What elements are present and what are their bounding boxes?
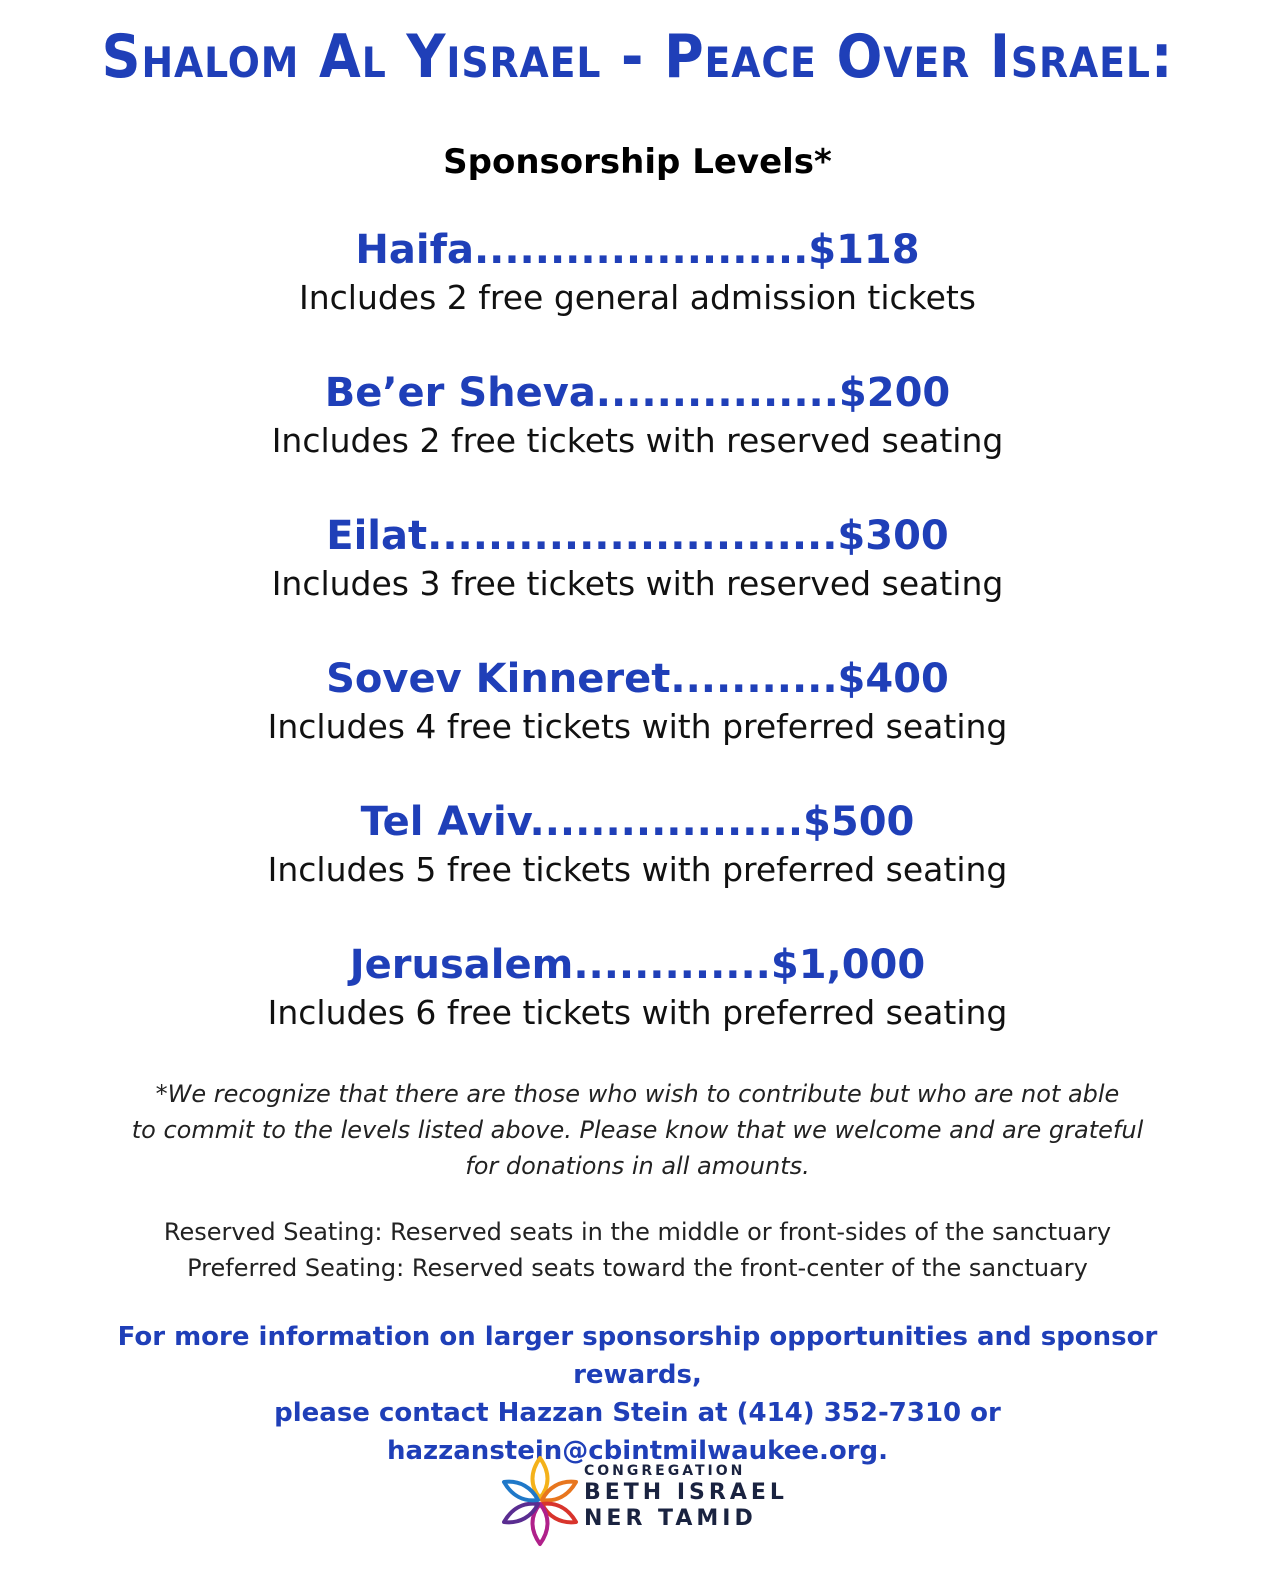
level-title: Jerusalem.............$1,000 [349,942,926,988]
sponsorship-level-sovev-kinneret [0,655,1275,751]
seating-definitions [0,1214,1275,1286]
contact-email[interactable]: hazzanstein@cbintmilwaukee.org. [386,1436,889,1466]
level-title: Haifa......................$118 [355,227,920,273]
page-title: Shalom Al Yisrael - Peace Over Israel: [101,22,1174,92]
congregation-logo [492,1452,812,1548]
page-subtitle: Sponsorship Levels* [443,142,832,182]
level-title: Be’er Sheva................$200 [324,370,951,416]
contact-line: please contact Hazzan Stein at (414) 352-7310 or [274,1398,1001,1428]
level-description: Includes 2 free tickets with reserved seating [271,421,1004,460]
flower-star-logo-icon [492,1452,588,1548]
level-description: Includes 3 free tickets with reserved seating [271,564,1004,603]
level-description: Includes 6 free tickets with preferred seating [267,993,1008,1032]
level-description: Includes 4 free tickets with preferred seating [267,707,1008,746]
logo-line-beth-israel: BETH ISRAEL [584,1480,788,1505]
sponsorship-level-tel-aviv [0,798,1275,894]
donation-note [80,1076,1195,1184]
logo-line-ner-tamid: NER TAMID [584,1506,757,1531]
donation-note-line: to commit to the levels listed above. Please know that we welcome and are grateful [131,1116,1144,1144]
preferred-seating-definition: Preferred Seating: Reserved seats toward the front-center of the sanctuary [187,1254,1088,1282]
contact-line: For more information on larger sponsorship opportunities and sponsor rewards, [117,1322,1158,1390]
level-description: Includes 5 free tickets with preferred seating [267,850,1008,889]
level-title: Sovev Kinneret...........$400 [326,656,949,702]
level-title: Eilat...........................$300 [326,513,949,559]
donation-note-line: *We recognize that there are those who wish to contribute but who are not able [155,1080,1120,1108]
sponsorship-level-beer-sheva [0,369,1275,465]
sponsorship-level-jerusalem [0,941,1275,1037]
donation-note-line: for donations in all amounts. [465,1152,810,1180]
sponsorship-level-eilat [0,512,1275,608]
logo-wordmark [584,1462,788,1532]
level-title: Tel Aviv..................$500 [360,799,915,845]
level-description: Includes 2 free general admission tickets [298,278,976,317]
reserved-seating-definition: Reserved Seating: Reserved seats in the middle or front-sides of the sanctuary [163,1218,1112,1246]
sponsorship-level-haifa [0,226,1275,322]
logo-line-congregation: CONGREGATION [584,1463,746,1479]
contact-info [60,1318,1215,1470]
